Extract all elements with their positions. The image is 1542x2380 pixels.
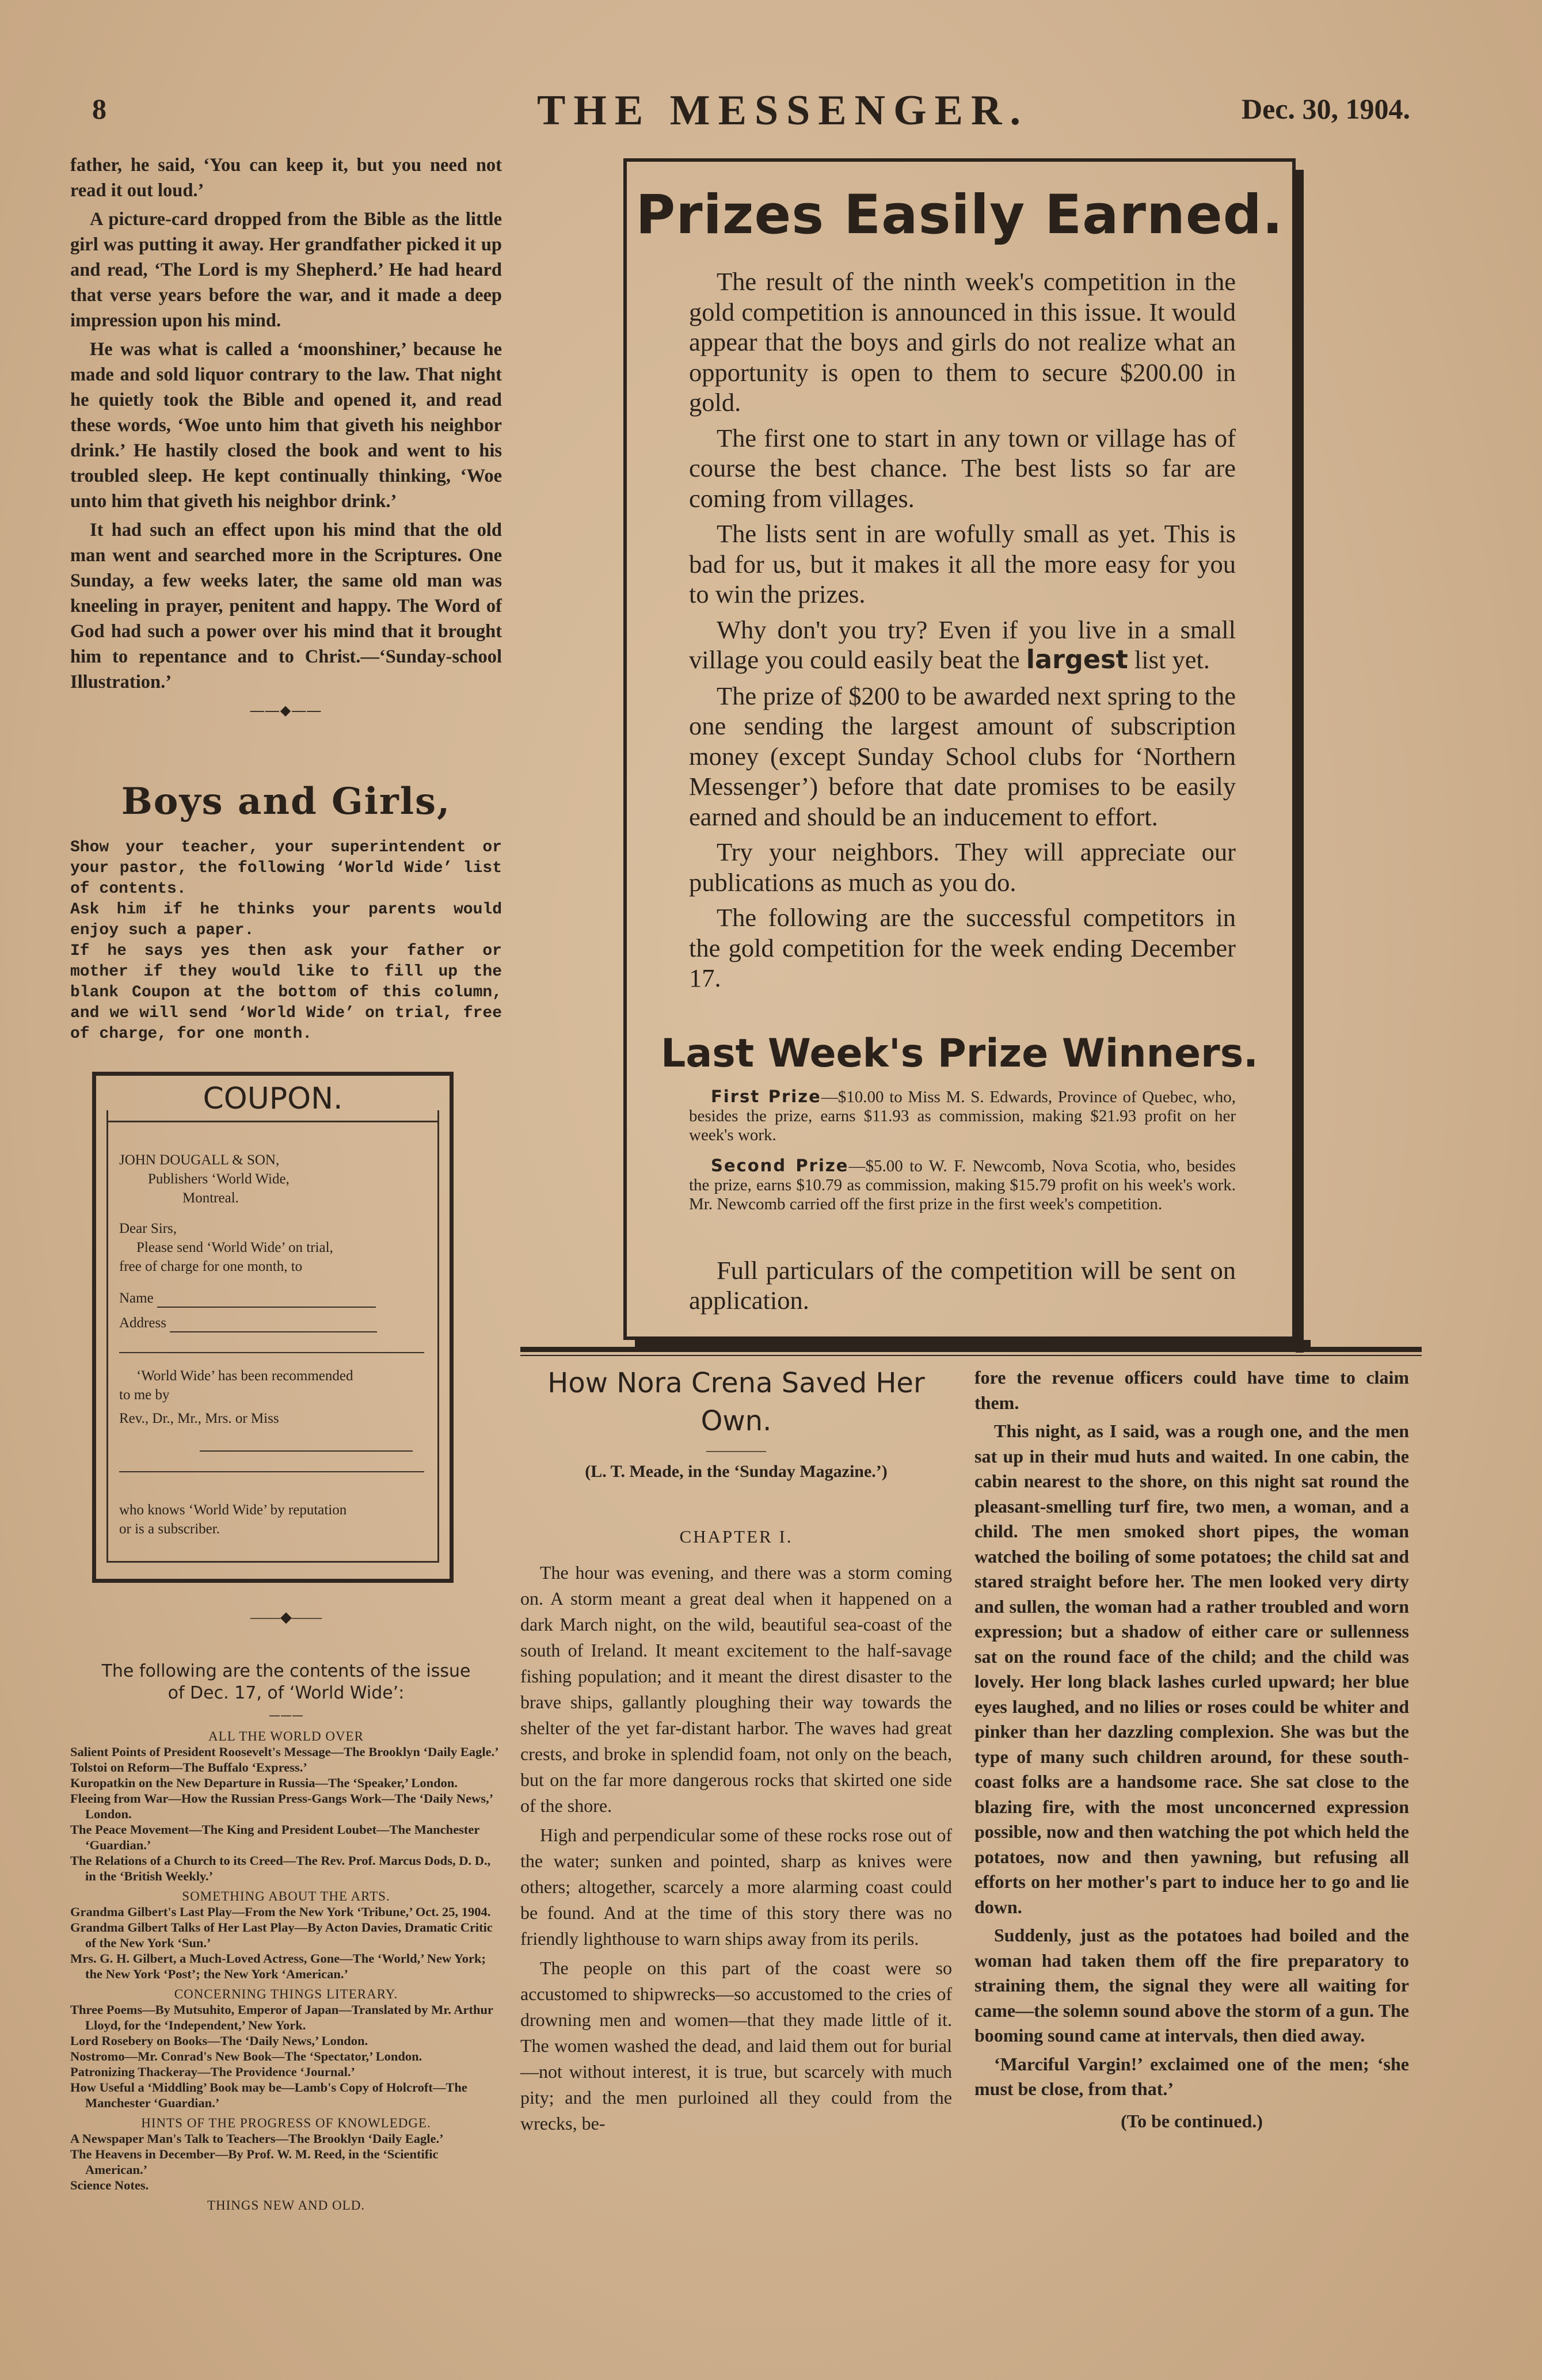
box-shadow <box>1296 170 1304 1353</box>
contents-item: Patronizing Thackeray—The Providence ‘Journal.’ <box>70 2065 355 2079</box>
name-label: Name <box>119 1290 154 1306</box>
contents-item: Salient Points of President Roosevelt's Message—The Brooklyn ‘Daily Eagle.’ <box>70 1745 499 1759</box>
second-prize-text: —$5.00 to W. F. Newcomb, Nova Scotia, who, besides the prize, earns $10.79 as commission, making $15.79 profit on his week's work. Mr. Newcomb carried off the first prize in the first week's competition. <box>689 1157 1236 1213</box>
contents-item: How Useful a ‘Middling’ Book may be—Lamb's Copy of Holcroft—The Manchester ‘Guardian.’ <box>70 2080 467 2110</box>
coupon-city: Montreal. <box>182 1190 239 1206</box>
contents-heading-line: The following are the contents of the issue <box>101 1661 471 1681</box>
first-prize-label: First Prize <box>711 1087 821 1106</box>
recommender-field[interactable] <box>200 1437 413 1452</box>
text-run: list yet. <box>1134 645 1210 674</box>
story-column-2 <box>974 1365 1409 2137</box>
paragraph: A picture-card dropped from the Bible as the little girl was putting it away. Her grandfather picked it up and read, ‘The Lord is my Shepherd.’ He had heard that verse years before the war, and it made a deep impression upon his mind. <box>70 209 502 331</box>
coupon-request: free of charge for one month, to <box>119 1259 303 1274</box>
coupon-recommended: to me by <box>119 1387 170 1403</box>
paragraph: Show your teacher, your superintendent or your pastor, the following ‘World Wide’ list of contents. <box>70 839 502 898</box>
paragraph: It had such an effect upon his mind that the old man went and searched more in the Scriptures. One Sunday, a few weeks later, the same old man was kneeling in prayer, penitent and happy. The Word of God had such a power over his mind that it brought him to repentance and to Christ.—‘Sunday-school Illustration.’ <box>70 520 502 692</box>
contents-item: Lord Rosebery on Books—The ‘Daily News,’ London. <box>70 2034 368 2048</box>
address-field[interactable] <box>170 1317 377 1332</box>
contents-item: The Heavens in December—By Prof. W. M. Reed, in the ‘Scientific American.’ <box>70 2147 439 2177</box>
issue-date: Dec. 30, 1904. <box>1242 93 1410 125</box>
prize-title: Prizes Easily Earned. <box>635 184 1284 246</box>
boys-girls-text <box>70 837 502 1045</box>
masthead-title: THE MESSENGER. <box>537 87 1029 134</box>
paragraph: Ask him if he thinks your parents would enjoy such a paper. <box>70 901 502 939</box>
coupon-footer: or is a subscriber. <box>119 1521 220 1537</box>
ornament-divider: ——◆—— <box>250 703 322 718</box>
prize-box <box>623 158 1296 1340</box>
contents-section-title: CONCERNING THINGS LITERARY. <box>174 1987 398 2001</box>
ornament-divider: ——◆—— <box>250 1609 322 1625</box>
paragraph: Try your neighbors. They will appreciate our publications as much as you do. <box>689 837 1236 897</box>
coupon-footer: who knows ‘World Wide’ by reputation <box>119 1502 347 1518</box>
paragraph: father, he said, ‘You can keep it, but you need not read it out loud.’ <box>70 155 502 201</box>
page-number: 8 <box>92 93 106 125</box>
coupon-publisher: JOHN DOUGALL & SON, <box>119 1152 280 1168</box>
paragraph <box>689 615 1236 676</box>
coupon-body <box>119 1151 427 1539</box>
first-prize-text: —$10.00 to Miss M. S. Edwards, Province of Quebec, who, besides the prize, earns $11.93 as commission, making $21.93 profit on her week's work. <box>689 1088 1236 1144</box>
paragraph: ‘Marciful Vargin!’ exclaimed one of the men; ‘she must be close, from that.’ <box>974 2053 1409 2099</box>
address-label: Address <box>119 1315 166 1331</box>
section-rule <box>520 1347 1422 1352</box>
coupon-title: COUPON. <box>203 1082 343 1116</box>
winners-title: Last Week's Prize Winners. <box>660 1031 1259 1076</box>
contents-item: Three Poems—By Mutsuhito, Emperor of Japan—Translated by Mr. Arthur Lloyd, for the ‘Independent,’ New York. <box>70 2002 493 2032</box>
contents-section-title: THINGS NEW AND OLD. <box>207 2198 365 2213</box>
chapter-heading: CHAPTER I. <box>679 1526 793 1547</box>
paragraph: The lists sent in are wofully small as yet. This is bad for us, but it makes it all the more easy for you to win the prizes. <box>689 519 1236 608</box>
coupon-salutation: Dear Sirs, <box>119 1221 177 1236</box>
paragraph: The prize of $200 to be awarded next spring to the one sending the largest amount of subscription money (except Sunday School clubs for ‘Northern Messenger’) before that date promises to be easily earned and should be an inducement to effort. <box>689 681 1236 831</box>
coupon-box <box>92 1072 454 1583</box>
coupon-address-row <box>119 1313 427 1332</box>
contents-section-title: ALL THE WORLD OVER <box>208 1729 364 1743</box>
recommender-field-2[interactable] <box>119 1457 424 1472</box>
address-field-2[interactable] <box>119 1338 424 1353</box>
coupon-titles: Rev., Dr., Mr., Mrs. or Miss <box>119 1411 279 1426</box>
first-prize <box>689 1087 1236 1145</box>
prize-text <box>689 266 1236 999</box>
contents-item: A Newspaper Man's Talk to Teachers—The Brooklyn ‘Daily Eagle.’ <box>70 2131 444 2146</box>
ornament-divider: ———— <box>706 1442 766 1459</box>
coupon-name-row <box>119 1289 427 1308</box>
continued-note: (To be continued.) <box>1121 2110 1263 2131</box>
coupon-recommended: ‘World Wide’ has been recommended <box>136 1368 353 1384</box>
ornament-divider: ——— <box>269 1708 303 1722</box>
paragraph: fore the revenue officers could have time to claim them. <box>974 1367 1409 1413</box>
contents-heading <box>70 1661 502 1726</box>
second-prize <box>689 1156 1236 1214</box>
contents-item: Science Notes. <box>70 2178 149 2192</box>
contents-item: Grandma Gilbert Talks of Her Last Play—By Acton Davies, Dramatic Critic of the New York ‘Sun.’ <box>70 1920 493 1950</box>
left-story <box>70 153 502 723</box>
story-byline: (L. T. Meade, in the ‘Sunday Magazine.’) <box>585 1462 888 1481</box>
contents-item: Tolstoi on Reform—The Buffalo ‘Express.’ <box>70 1760 307 1774</box>
contents-item: Kuropatkin on the New Departure in Russia—The ‘Speaker,’ London. <box>70 1776 458 1790</box>
contents-item: The Peace Movement—The King and President Loubet—The Manchester ‘Guardian.’ <box>70 1822 479 1852</box>
contents-list <box>70 1724 502 2213</box>
contents-item: Mrs. G. H. Gilbert, a Much-Loved Actress, Gone—The ‘World,’ New York; the New York ‘Post’; the New York ‘American.’ <box>70 1951 486 1981</box>
contents-item: Nostromo—Mr. Conrad's New Book—The ‘Spectator,’ London. <box>70 2049 422 2063</box>
paragraph: This night, as I said, was a rough one, and the men sat up in their mud huts and waited. In one cabin, the cabin nearest to the shore, on this night sat round the pleasant-smelling turf fire, two men, a woman, and a child. The men smoked short pipes, the woman watched the boiling of some potatoes; the child sat and stared straight before her. The men looked very dirty and sullen, the woman had a rather troubled and worn expression; but a shadow of either care or sullenness sat on the round face of the child; and the child was lovely. Her long black lashes curled upward; her blue eyes laughed, and no lilies or roses could be whiter and pinker than her dazzling complexion. She was but the type of many such children around, for these south-coast folks are a handsome race. She sat close to the blazing fire, with the most unconcerned expression possible, now and then watching the pot which held the potatoes, now and then yawning, but refusing all efforts on her mother's part to induce her to go and lie down. <box>974 1421 1409 1917</box>
paragraph: If he says yes then ask your father or mother if they would like to fill up the blank Coupon at the bottom of this column, and we will send ‘World Wide’ on trial, free of charge, for one month. <box>70 942 502 1043</box>
paragraph: The people on this part of the coast were so accustomed to shipwrecks—so accustomed to the cries of drowning men and women—that they made little of it. The women washed the dead, and laid them out for burial—not without interest, it is true, but scarcely with much pity; and the men purloined all they could from the wrecks, be- <box>520 1958 952 2134</box>
contents-section-title: HINTS OF THE PROGRESS OF KNOWLEDGE. <box>141 2116 431 2130</box>
contents-item: The Relations of a Church to its Creed—The Rev. Prof. Marcus Dods, D. D., in the ‘British Weekly.’ <box>70 1853 491 1883</box>
contents-section-title: SOMETHING ABOUT THE ARTS. <box>182 1889 390 1903</box>
contents-item: Fleeing from War—How the Russian Press-Gangs Work—The ‘Daily News,’ London. <box>70 1791 493 1821</box>
section-rule <box>520 1355 1422 1356</box>
contents-heading-line: of Dec. 17, of ‘World Wide’: <box>167 1683 405 1703</box>
coupon-publisher-sub: Publishers ‘World Wide, <box>148 1171 290 1187</box>
second-prize-label: Second Prize <box>711 1156 849 1175</box>
text-run: Why don't you try? Even if you live in a small village you could easily beat the <box>689 615 1236 674</box>
contents-item: Grandma Gilbert's Last Play—From the New York ‘Tribune,’ Oct. 25, 1904. <box>70 1905 491 1919</box>
winners-list <box>689 1087 1236 1225</box>
story-column-1 <box>520 1560 952 2140</box>
paragraph: Suddenly, just as the potatoes had boiled and the woman had taken them off the fire preparatory to straining them, the signal they were all waiting for came—the solemn sound above the storm of a gun. The booming sound came at intervals, then died away. <box>974 1925 1409 2046</box>
coupon-request: Please send ‘World Wide’ on trial, <box>136 1240 333 1255</box>
emphasis: largest <box>1026 645 1128 675</box>
paragraph: He was what is called a ‘moonshiner,’ because he made and sold liquor contrary to the law. That night he quietly took the Bible and opened it, and read these words, ‘Woe unto him that giveth his neighbor drink.’ He hastily closed the book and went to his troubled sleep. He kept continually thinking, ‘Woe unto him that giveth his neighbor drink.’ <box>70 339 502 512</box>
paragraph: The following are the successful competitors in the gold competition for the week ending December 17. <box>689 903 1236 992</box>
name-field[interactable] <box>157 1293 376 1308</box>
full-particulars: Full particulars of the competition will be sent on application. <box>689 1256 1236 1315</box>
boys-girls-title: Boys and Girls, <box>121 780 451 823</box>
paragraph: The hour was evening, and there was a storm coming on. A storm meant a great deal when it happened on a dark March night, on the wild, beautiful sea-coast of the south of Ireland. It meant excitement to the half-savage fishing population; and it meant the direst disaster to the brave ships, gallantly ploughing their way towards the shelter of the yet far-distant harbor. The waves had great crests, and broke in splendid foam, not only on the beach, but on the far more dangerous rocks that skirted one side of the shore. <box>520 1562 952 1816</box>
page-header <box>92 86 1410 138</box>
paragraph: The result of the ninth week's competition in the gold competition is announced in this issue. It would appear that the boys and girls do not realize what an opportunity is open to them to secure $200.00 in gold. <box>689 267 1236 417</box>
paragraph: High and perpendicular some of these rocks rose out of the water; sunken and pointed, sharp as knives were others; altogether, scarcely a more alarming coast could be found. And at the time of this story there was no friendly lighthouse to warn ships away from its perils. <box>520 1825 952 1949</box>
story-title: How Nora Crena Saved Her Own. <box>547 1367 925 1437</box>
paragraph: The first one to start in any town or village has of course the best chance. The best lists so far are coming from villages. <box>689 423 1236 513</box>
